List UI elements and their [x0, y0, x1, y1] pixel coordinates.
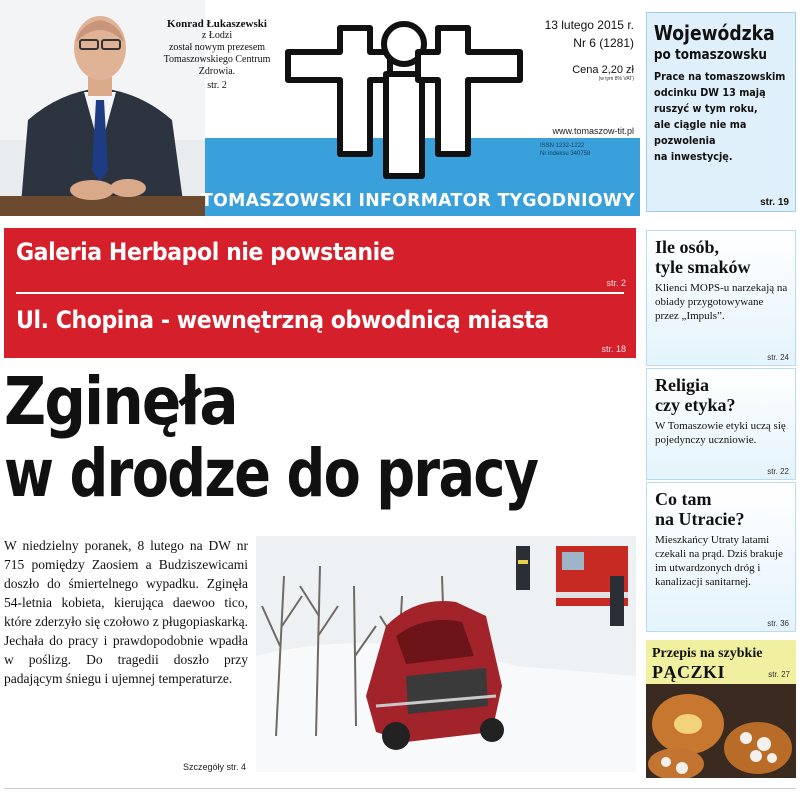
paczki-title: Przepis na szybkie — [652, 646, 763, 661]
smaki-title-line: Ile osób, — [655, 237, 720, 257]
sidebar-box-religia[interactable] — [646, 368, 796, 480]
religia-title — [647, 369, 795, 415]
caption-name: Konrad Łukaszewski — [167, 18, 267, 30]
price-value: 2,20 zł — [601, 64, 634, 76]
religia-page: str. 22 — [767, 467, 789, 476]
caption-page: str. 2 — [207, 80, 227, 91]
utrata-title-line: Co tam — [655, 489, 712, 509]
photo-caption — [152, 18, 282, 92]
article-body: W niedzielny poranek, 8 lutego na DW nr 715 pomiędzy Zaosiem a Budziszewicami doszło do śmiertelnego wypadku. Zginęła 54-letnia kobieta, kierująca daewoo tico, które zderzyło się czołowo z pługopiaskarką. Jechała do pracy i prawdopodobnie wpadła w poślizg. Do tragedii doszło przy padającym śniegu i ujemnej temperaturze. — [4, 538, 248, 686]
wojewodzka-body-line: Prace na tomaszowskim — [654, 70, 786, 83]
masthead — [0, 0, 640, 220]
caption-line: Tomaszowskiego Centrum — [163, 54, 271, 65]
main-headline[interactable] — [4, 363, 640, 512]
utrata-title-line: na Utracie? — [655, 509, 745, 529]
religia-title-line: czy etyka? — [655, 395, 736, 415]
price — [522, 64, 634, 82]
article-more-link[interactable]: Szczegóły str. 4 — [182, 762, 246, 772]
sidebar-box-smaki[interactable] — [646, 230, 796, 366]
caption-line: z Łodzi — [201, 30, 233, 41]
paczki-photo — [646, 684, 796, 778]
headline-chopina[interactable]: Ul. Chopina - wewnętrzną obwodnicą miasta — [16, 306, 549, 334]
wojewodzka-body — [647, 65, 786, 165]
tagline: TOMASZOWSKI INFORMATOR TYGODNIOWY — [201, 190, 635, 211]
religia-body: W Tomaszowie etyki uczą się pojedynczy uczniowie. — [655, 420, 786, 446]
smaki-title-line: tyle smaków — [655, 257, 751, 277]
sidebar-box-wojewodzka[interactable] — [646, 12, 796, 212]
religia-title-line: Religia — [655, 375, 709, 395]
headline-galeria[interactable]: Galeria Herbapol nie powstanie — [16, 238, 395, 266]
headline-box — [4, 228, 636, 358]
smaki-page: str. 24 — [767, 353, 789, 362]
paczki-name: PĄCZKI — [652, 662, 726, 682]
paczki-page: str. 27 — [768, 670, 790, 679]
issn-block — [540, 142, 634, 158]
smaki-body: Klienci MOPS-u narzekają na obiady przygotowywane przez „Impuls”. — [655, 282, 788, 322]
wojewodzka-body-line: na inwestycję. — [654, 150, 733, 163]
wojewodzka-body-line: pozwolenia — [654, 134, 716, 147]
sidebar — [646, 0, 800, 800]
price-vat: (w tym 8% VAT) — [598, 76, 634, 82]
headline-divider — [16, 292, 624, 294]
index-number: Nr indeksu 340758 — [540, 151, 591, 157]
utrata-page: str. 36 — [767, 619, 789, 628]
wojewodzka-body-line: ruszyć w tym roku, — [654, 102, 758, 115]
utrata-title — [647, 483, 795, 529]
headline-chopina-page: str. 18 — [601, 344, 626, 354]
issue-number: Nr 6 (1281) — [573, 36, 634, 50]
wojewodzka-body-line: ale ciągle nie ma — [654, 118, 747, 131]
sidebar-box-paczki[interactable] — [646, 640, 796, 778]
main-headline-line-1: Zginęła — [4, 363, 237, 440]
caption-line: Zdrowia. — [198, 66, 236, 77]
caption-line: został nowym prezesem — [168, 42, 266, 53]
issn: ISSN 1232-1222 — [540, 143, 585, 149]
sidebar-box-utrata[interactable] — [646, 482, 796, 632]
wojewodzka-subtitle: po tomaszowsku — [653, 47, 767, 63]
wojewodzka-title: Wojewódzka — [653, 21, 775, 45]
tit-logo[interactable] — [278, 14, 528, 184]
utrata-body: Mieszkańcy Utraty latami czekali na prąd. Dziś brakuje im utwardzonych dróg i kanalizacji sanitarnej. — [655, 534, 783, 588]
wojewodzka-page: str. 19 — [760, 197, 789, 208]
smaki-title — [647, 231, 795, 277]
main-headline-line-2: w drodze do pracy — [4, 435, 538, 512]
website-link[interactable]: www.tomaszow-tit.pl — [552, 126, 634, 136]
crash-photo — [256, 536, 636, 772]
bottom-rule — [4, 788, 796, 789]
issue-date: 13 lutego 2015 r. — [544, 18, 634, 32]
price-label: Cena — [572, 64, 599, 76]
headline-galeria-page: str. 2 — [606, 278, 626, 288]
wojewodzka-body-line: odcinku DW 13 mają — [654, 86, 766, 99]
